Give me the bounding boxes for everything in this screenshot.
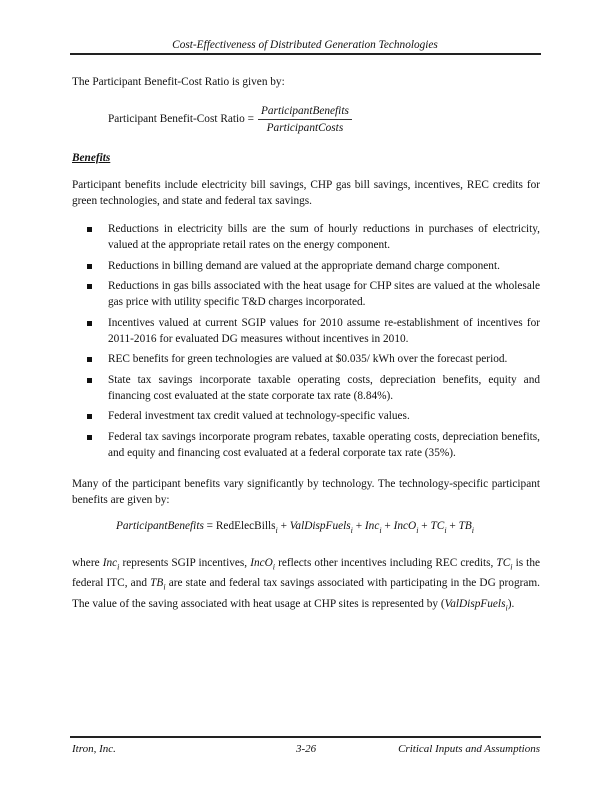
benefits-bullet-list	[72, 221, 540, 465]
square-bullet-icon	[87, 284, 92, 289]
square-bullet-icon	[87, 414, 92, 419]
footer-company: Itron, Inc.	[72, 743, 116, 755]
term-inc: Inc	[364, 520, 380, 532]
square-bullet-icon	[87, 264, 92, 269]
term-tc: TC	[430, 520, 445, 532]
list-item: REC benefits for green technologies are valued at $0.035/ kWh over the forecast period.	[72, 351, 540, 367]
header-rule	[70, 53, 541, 55]
square-bullet-icon	[87, 435, 92, 440]
ratio-label: Participant Benefit-Cost Ratio =	[108, 113, 254, 125]
intro-paragraph: The Participant Benefit-Cost Ratio is given by:	[72, 76, 285, 88]
square-bullet-icon	[87, 357, 92, 362]
fraction-denominator: ParticipantCosts	[266, 121, 344, 134]
list-item: State tax savings incorporate taxable operating costs, depreciation benefits, equity and financing cost evaluated at the state corporate tax rate (8.84%).	[72, 372, 540, 404]
list-item: Reductions in gas bills associated with the heat usage for CHP sites are valued at the wholesale gas price with utility specific T&D charges incorporated.	[72, 278, 540, 310]
page-number: 3-26	[296, 743, 317, 755]
list-item: Reductions in electricity bills are the sum of hourly reductions in purchases of electricity, valued at the appropriate retail rates on the energy component.	[72, 221, 540, 253]
var-inc: Inc$_i$	[102, 557, 120, 572]
square-bullet-icon	[87, 321, 92, 326]
technology-paragraph: Many of the participant benefits vary significantly by technology. The technology-specific participant benefits are given by:	[72, 478, 540, 506]
equation-lhs: ParticipantBenefits	[116, 520, 204, 532]
footer-rule	[70, 736, 541, 738]
var-tb: $TB_i$	[150, 577, 166, 592]
var-valdispfuels: ValDispFuels$_i$	[444, 597, 508, 612]
fraction-numerator: ParticipantBenefits	[258, 104, 352, 120]
list-item: Incentives valued at current SGIP values for 2010 assume re-establishment of incentives for 2011-2016 for evaluated DG measures without incentives in 2010.	[72, 315, 540, 347]
var-tc: $TC_i$	[496, 557, 513, 572]
term-tb: TB	[458, 520, 472, 532]
list-item: Federal tax savings incorporate program rebates, taxable operating costs, depreciation benefits, and equity and financing cost evaluated at a federal corporate tax rate (35%).	[72, 429, 540, 461]
var-inco: IncO$_i$	[250, 557, 276, 572]
term-red-elec-bills: RedElecBills	[215, 520, 276, 532]
participant-benefits-equation: ParticipantBenefits = RedElecBills$_i$ + ValDispFuels$_i$ + Inc$_i$ + IncO$_i$ + $TC_i + TB_i$	[116, 520, 474, 535]
benefit-cost-ratio-equation	[108, 102, 352, 136]
list-item: Federal investment tax credit valued at technology-specific values.	[72, 408, 540, 424]
running-header: Cost-Effectiveness of Distributed Generation Technologies	[172, 39, 438, 51]
footer-section-title: Critical Inputs and Assumptions	[398, 743, 540, 755]
ratio-fraction	[258, 104, 352, 135]
list-item: Reductions in billing demand are valued at the appropriate demand charge component.	[72, 258, 540, 274]
where-paragraph: where Inc$_i$ represents SGIP incentives, IncO$_i$ reflects other incentives including REC credits, $TC_i$ is the federal ITC, and $TB_i$ are state and federal tax savings associated with participating in the DG program. The value of the saving associated with heat usage at CHP sites is represented by (ValDispFuels$_i$).	[72, 557, 540, 612]
square-bullet-icon	[87, 227, 92, 232]
benefits-paragraph: Participant benefits include electricity bill savings, CHP gas bill savings, incentives, REC credits for green technologies, and state and federal tax savings.	[72, 179, 540, 207]
square-bullet-icon	[87, 378, 92, 383]
section-heading-benefits: Benefits	[72, 152, 111, 164]
term-val-disp-fuels: ValDispFuels	[289, 520, 351, 532]
term-inco: IncO	[393, 520, 417, 532]
